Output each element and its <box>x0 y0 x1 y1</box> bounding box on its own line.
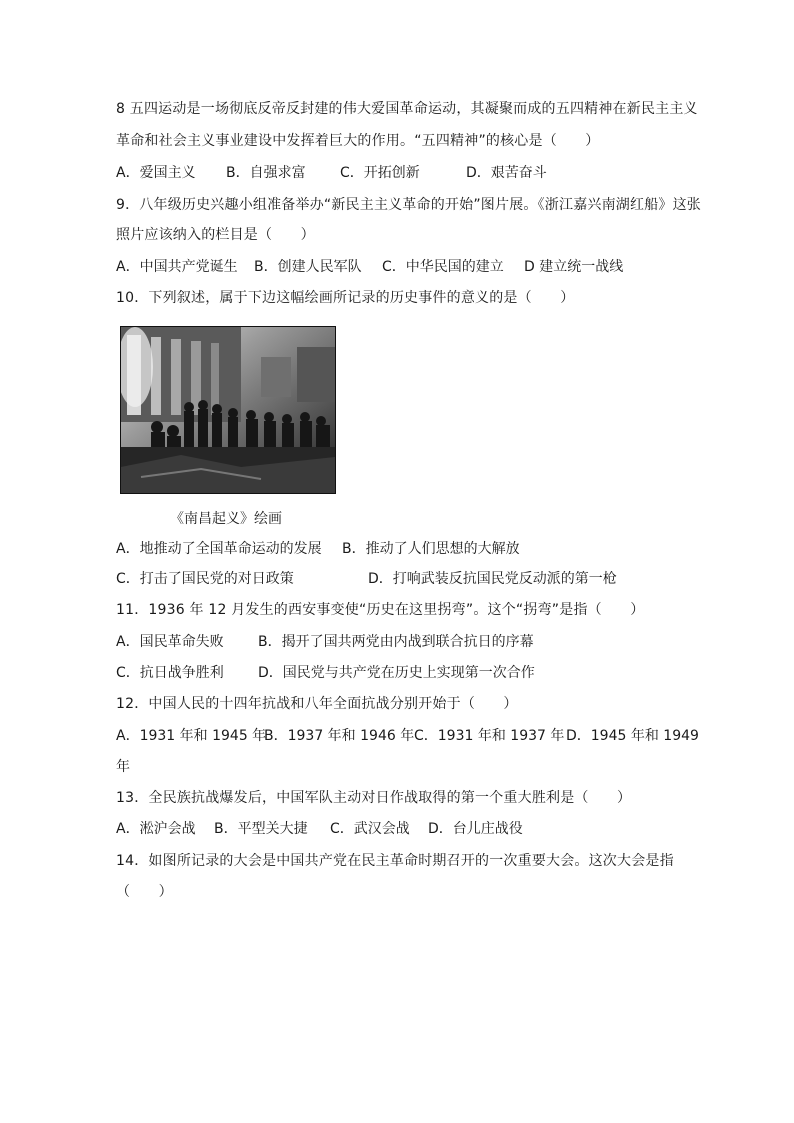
question-10-option-b: B．推动了人们思想的大解放 <box>342 541 520 557</box>
question-8-option-c: C．开拓创新 <box>340 165 420 181</box>
question-8-option-a: A．爱国主义 <box>116 165 196 181</box>
question-13-option-c: C．武汉会战 <box>330 821 410 837</box>
question-13-stem: 13．全民族抗战爆发后，中国军队主动对日作战取得的第一个重大胜利是（ ） <box>116 790 632 806</box>
question-9-option-b: B．创建人民军队 <box>254 259 362 275</box>
question-12-option-d: D．1945 年和 1949 <box>566 728 699 744</box>
question-9-option-d: D 建立统一战线 <box>524 259 624 275</box>
question-11-option-b: B．揭开了国共两党由内战到联合抗日的序幕 <box>258 634 534 650</box>
question-9-option-a: A．中国共产党诞生 <box>116 259 238 275</box>
question-12-option-b: B．1937 年和 1946 年 <box>264 728 415 744</box>
question-8-stem-line2: 革命和社会主义事业建设中发挥着巨大的作用。“五四精神”的核心是（ ） <box>116 133 600 149</box>
question-9-stem-line2: 照片应该纳入的栏目是（ ） <box>116 227 315 243</box>
question-10-option-a: A．地推动了全国革命运动的发展 <box>116 541 322 557</box>
question-12-stem: 12．中国人民的十四年抗战和八年全面抗战分别开始于（ ） <box>116 696 518 712</box>
question-12-option-a: A．1931 年和 1945 年 <box>116 728 267 744</box>
question-10-option-c: C．打击了国民党的对日政策 <box>116 571 294 587</box>
question-14-stem-line1: 14．如图所记录的大会是中国共产党在民主革命时期召开的一次重要大会。这次大会是指 <box>116 853 674 869</box>
painting-caption: 《南昌起义》绘画 <box>170 511 282 527</box>
question-13-option-a: A．淞沪会战 <box>116 821 196 837</box>
question-8-option-b: B．自强求富 <box>226 165 306 181</box>
question-11-option-c: C．抗日战争胜利 <box>116 665 224 681</box>
question-13-option-d: D．台儿庄战役 <box>428 821 523 837</box>
question-10-option-d: D．打响武装反抗国民党反动派的第一枪 <box>368 571 617 587</box>
question-12-option-c: C．1931 年和 1937 年 <box>414 728 565 744</box>
question-9-stem-line1: 9．八年级历史兴趣小组准备举办“新民主主义革命的开始”图片展。《浙江嘉兴南湖红船》这张 <box>116 197 702 213</box>
question-8-stem-line1: 8 五四运动是一场彻底反帝反封建的伟大爱国革命运动，其凝聚而成的五四精神在新民主主义 <box>116 101 698 117</box>
question-8-option-d: D．艰苦奋斗 <box>466 165 547 181</box>
nanchang-uprising-painting <box>120 326 336 494</box>
question-12-option-d-wrap: 年 <box>116 759 130 775</box>
question-11-option-a: A．国民革命失败 <box>116 634 224 650</box>
question-13-option-b: B．平型关大捷 <box>214 821 308 837</box>
question-11-stem: 11．1936 年 12 月发生的西安事变使“历史在这里拐弯”。这个“拐弯”是指（ ） <box>116 602 645 618</box>
question-11-option-d: D．国民党与共产党在历史上实现第一次合作 <box>258 665 535 681</box>
question-9-option-c: C．中华民国的建立 <box>382 259 504 275</box>
painting-illustration <box>121 327 335 493</box>
question-10-stem: 10．下列叙述，属于下边这幅绘画所记录的历史事件的意义的是（ ） <box>116 290 575 306</box>
question-14-stem-line2: （ ） <box>116 884 173 900</box>
